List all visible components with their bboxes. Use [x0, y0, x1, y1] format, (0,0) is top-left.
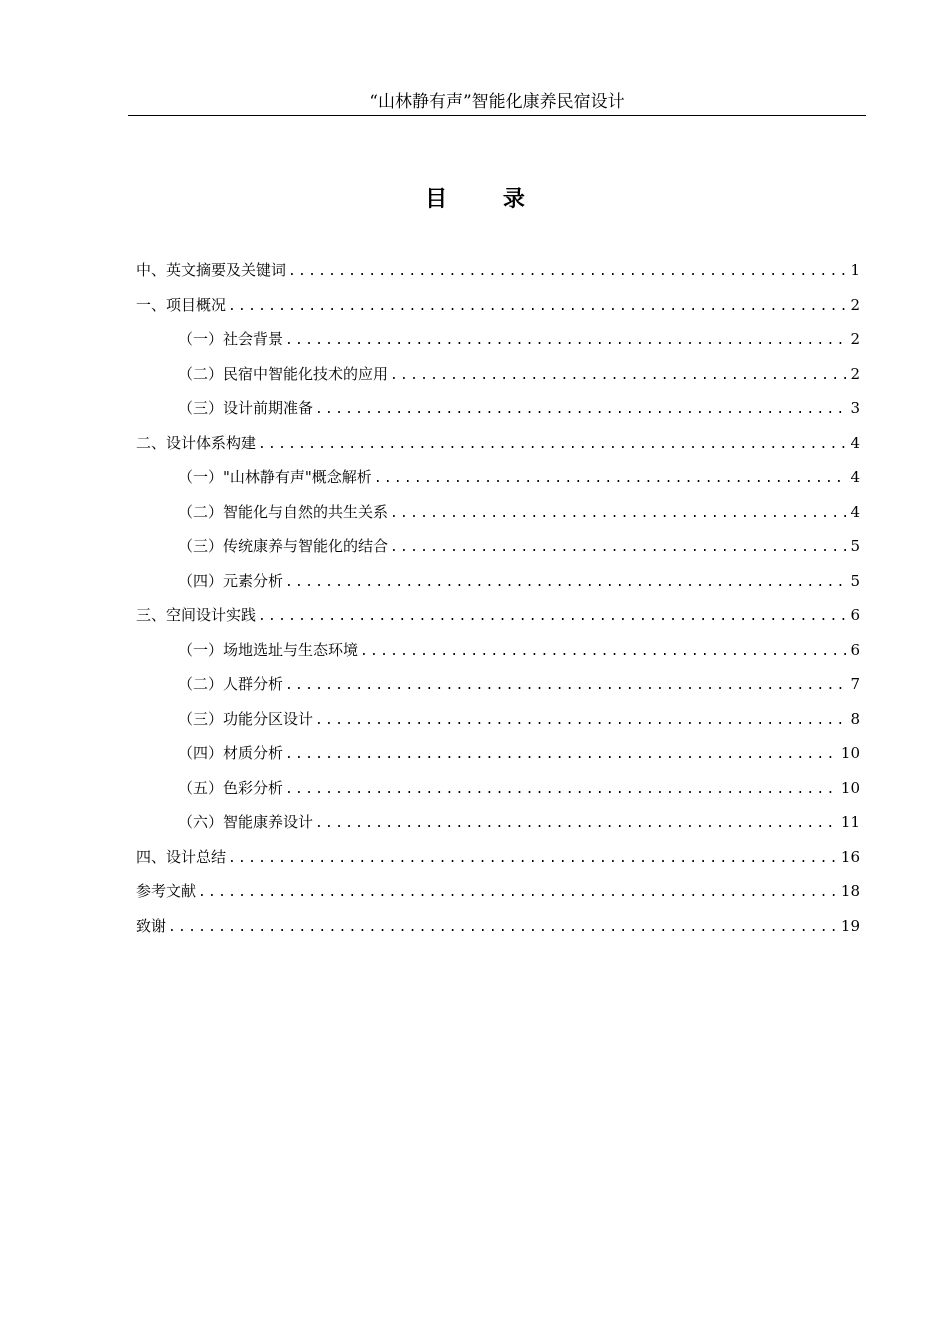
dot-leader: [390, 364, 848, 388]
toc-entry-label: 中、英文摘要及关键词: [136, 261, 287, 279]
dot-leader: [285, 674, 848, 698]
toc-entry-page: 3: [850, 399, 860, 417]
toc-entry[interactable]: [136, 845, 860, 880]
toc-entry-label: 三、空间设计实践: [136, 606, 257, 624]
toc-entry-page: 5: [850, 537, 860, 555]
dot-leader: [390, 502, 848, 526]
toc-entry-label: （五）色彩分析: [178, 778, 284, 797]
toc-entry-label: （四）材质分析: [178, 744, 284, 762]
toc-entry-label: （三）功能分区设计: [178, 709, 314, 728]
dot-leader: [228, 295, 848, 319]
toc-entry-label: （二）民宿中智能化技术的应用: [178, 364, 389, 383]
toc-entry-page: 4: [850, 468, 860, 486]
toc-entry-label: 致谢: [136, 916, 167, 935]
toc-entry-page: 2: [850, 330, 860, 348]
dot-leader: [390, 536, 848, 560]
dot-leader: [315, 398, 848, 422]
toc-entry[interactable]: [136, 672, 860, 707]
running-header: “山林静有声”智能化康养民宿设计: [128, 90, 866, 116]
toc-entry-label: 参考文献: [136, 882, 197, 900]
dot-leader: [198, 881, 839, 905]
dot-leader: [360, 640, 848, 664]
toc-entry-page: 2: [850, 295, 860, 314]
toc-entry[interactable]: [136, 465, 860, 500]
toc-entry[interactable]: [136, 293, 860, 328]
dot-leader: [315, 709, 848, 733]
toc-entry-page: 6: [850, 640, 860, 659]
toc-entry-page: 1: [850, 261, 860, 279]
dot-leader: [288, 260, 848, 284]
toc-entry-label: （二）智能化与自然的共生关系: [178, 502, 389, 521]
toc-entry[interactable]: [136, 431, 860, 466]
toc-entry[interactable]: [136, 810, 860, 845]
toc-entry-page: 11: [840, 813, 860, 831]
dot-leader: [285, 778, 839, 802]
toc-entry-label: （二）人群分析: [178, 675, 284, 693]
dot-leader: [258, 605, 848, 629]
toc-entry-label: （四）元素分析: [178, 571, 284, 590]
toc-entry-label: 一、项目概况: [136, 295, 227, 314]
dot-leader: [285, 743, 839, 767]
dot-leader: [374, 467, 849, 491]
dot-leader: [258, 433, 848, 457]
toc-entry-page: 6: [850, 606, 860, 624]
dot-leader: [168, 916, 839, 940]
toc-entry[interactable]: [136, 500, 860, 535]
toc-entry[interactable]: [136, 776, 860, 811]
toc-entry-page: 18: [840, 882, 860, 900]
toc-entry[interactable]: [136, 914, 860, 949]
toc-entry-page: 16: [840, 847, 860, 866]
toc-entry-page: 10: [840, 778, 860, 797]
table-of-contents: [136, 258, 860, 948]
toc-entry-page: 10: [840, 744, 860, 762]
toc-entry[interactable]: [136, 741, 860, 776]
toc-entry[interactable]: [136, 258, 860, 293]
toc-entry-label: （一）场地选址与生态环境: [178, 640, 359, 659]
toc-entry[interactable]: [136, 638, 860, 673]
toc-entry-label: 二、设计体系构建: [136, 433, 257, 452]
toc-entry-label: （一）"山林静有声"概念解析: [178, 468, 372, 486]
dot-leader: [285, 571, 848, 595]
toc-entry-label: （一）社会背景: [178, 330, 284, 348]
toc-entry-page: 8: [850, 709, 860, 728]
toc-entry-page: 5: [850, 571, 860, 590]
toc-entry[interactable]: [136, 569, 860, 604]
page-title: 目 录: [425, 186, 549, 212]
toc-entry[interactable]: [136, 396, 860, 431]
toc-entry-label: （三）传统康养与智能化的结合: [178, 537, 389, 555]
toc-entry-label: （三）设计前期准备: [178, 399, 314, 417]
toc-entry-label: （六）智能康养设计: [178, 813, 314, 831]
toc-entry[interactable]: [136, 327, 860, 362]
toc-entry-page: 4: [850, 433, 860, 452]
toc-entry[interactable]: [136, 603, 860, 638]
toc-entry[interactable]: [136, 362, 860, 397]
dot-leader: [285, 329, 848, 353]
toc-entry[interactable]: [136, 534, 860, 569]
dot-leader: [228, 847, 839, 871]
toc-entry-page: 4: [850, 502, 860, 521]
toc-entry[interactable]: [136, 879, 860, 914]
toc-entry-page: 19: [840, 916, 860, 935]
toc-entry-page: 7: [850, 675, 860, 693]
toc-entry-label: 四、设计总结: [136, 847, 227, 866]
dot-leader: [315, 812, 839, 836]
toc-entry-page: 2: [850, 364, 860, 383]
toc-entry[interactable]: [136, 707, 860, 742]
